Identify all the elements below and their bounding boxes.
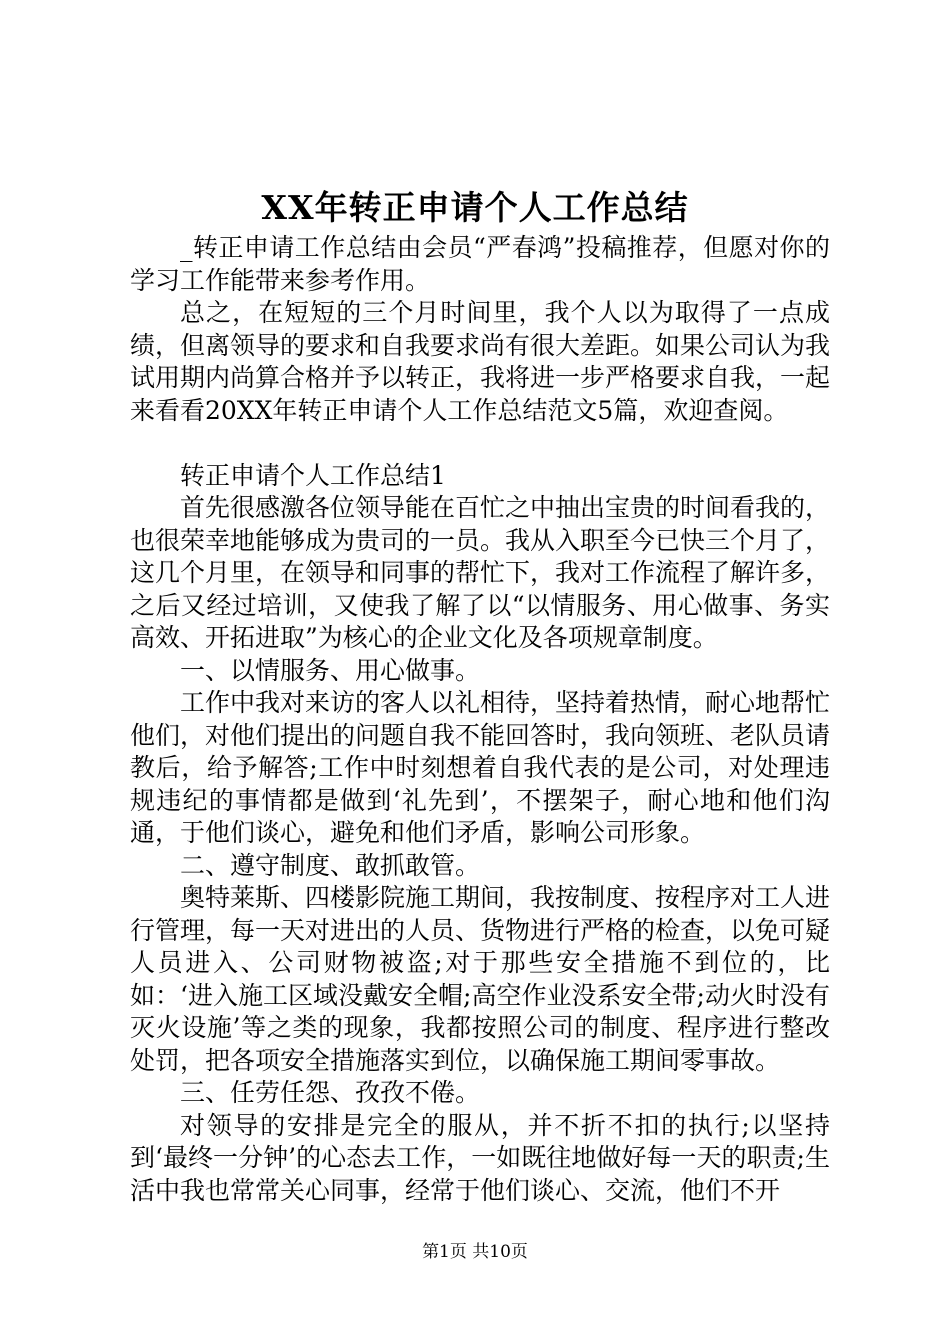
subheading: 二、遵守制度、敢抓敢管。 <box>180 850 481 880</box>
intro-paragraph: 总之，在短短的三个月时间里，我个人以为取得了一点成绩，但离领导的要求和自我要求尚有很大差距。如果公司认为我试用期内尚算合格并予以转正，我将进一步严格要求自我，一起来看看20XX年转正申请个人工作总结范文5篇，欢迎查阅。 <box>130 298 831 425</box>
section-title: 转正申请个人工作总结1 <box>180 460 446 490</box>
subheading: 三、任劳任怨、孜孜不倦。 <box>180 1078 481 1107</box>
intro-paragraph: _转正申请工作总结由会员“严春鸿”投稿推荐，但愿对你的学习工作能带来参考作用。 <box>130 233 830 295</box>
section-paragraph: 对领导的安排是完全的服从，并不折不扣的执行;以坚持到‘最终一分钟’的心态去工作，一如既往地做好每一天的职责;生活中我也常常关心同事，经常于他们谈心、交流，他们不开 <box>130 1110 830 1205</box>
document-title: XX年转正申请个人工作总结 <box>261 188 689 227</box>
document-body <box>130 232 830 1207</box>
page-footer: 第1页 共10页 <box>422 1242 528 1262</box>
paragraph-spacer <box>130 427 830 460</box>
section-paragraph: 工作中我对来访的客人以礼相待，坚持着热情，耐心地帮忙他们，对他们提出的问题自我不能回答时，我向领班、老队员请教后，给予解答;工作中时刻想着自我代表的是公司，对处理违规违纪的事情都是做到‘礼先到’，不摆架子，耐心地和他们沟通，于他们谈心，避免和他们矛盾，影响公司形象。 <box>130 688 831 847</box>
section-paragraph: 首先很感激各位领导能在百忙之中抽出宝贵的时间看我的，也很荣幸地能够成为贵司的一员。我从入职至今已快三个月了，这几个月里，在领导和同事的帮忙下，我对工作流程了解许多，之后又经过培训，又使我了解了以“以情服务、用心做事、务实高效、开拓进取”为核心的企业文化及各项规章制度。 <box>130 493 831 652</box>
subheading: 一、以情服务、用心做事。 <box>180 655 481 685</box>
section-paragraph: 奥特莱斯、四楼影院施工期间，我按制度、按程序对工人进行管理，每一天对进出的人员、货物进行严格的检查，以免可疑人员进入、公司财物被盗;对于那些安全措施不到位的，比如：‘进入施工区域没戴安全帽;高空作业没系安全带;动火时没有灭火设施’等之类的现象，我都按照公司的制度、程序进行整改处罚，把各项安全措施落实到位，以确保施工期间零事故。 <box>130 883 831 1075</box>
